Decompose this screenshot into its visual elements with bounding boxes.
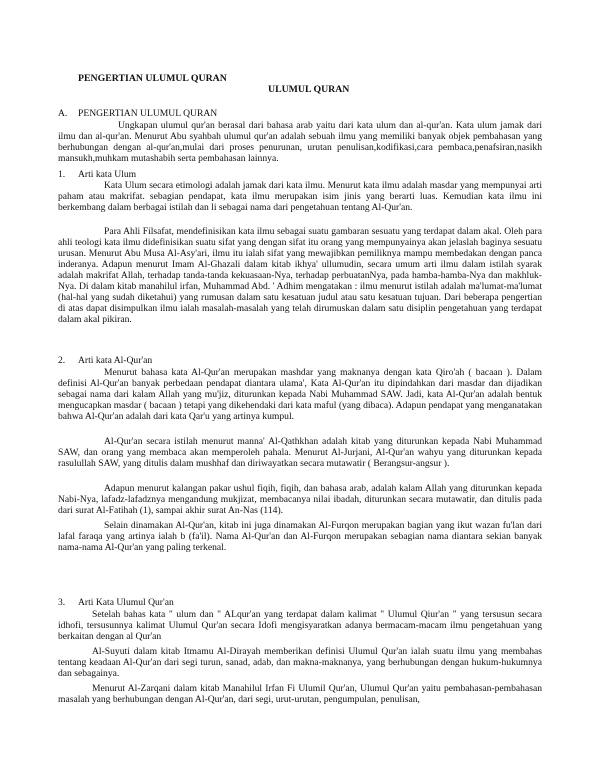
section-a-marker: A. [58, 108, 68, 119]
section-a-heading: PENGERTIAN ULUMUL QURAN [78, 108, 218, 119]
section-2-heading: Arti kata Al-Qur'an [78, 355, 153, 366]
section-2-paragraph-2: Al-Qur'an secara istilah menurut manna' Al-Qathkhan adalah kitab yang diturunkan kepada Nabi Muhammad SAW, dan orang yang membaca akan memperoleh pahala. Menurut Al-Jurjani, Al-Qur'an wahyu yang diturunkan kepada rasulullah SAW, yang ditulis dalam mushhaf dan diriwayatkan secara mutawatir ( Berangsur-angsur ). [58, 436, 542, 469]
section-3-marker: 3. [58, 597, 66, 608]
section-3-heading: Arti Kata Ulumul Qur'an [78, 597, 174, 608]
section-3-paragraph-1: Setelah bahas kata " ulum dan " ALqur'an yang terdapat dalam kalimat " Ulumul Qiur'an " yang tersusun secara idhofi, tersusunnya kalimat Ulumul Qur'an secara Idofi mengisyaratkan adanya bermacam-macam ilmu pengetahuan yang berkaitan dengan al Qur'an [58, 609, 542, 642]
document-subtitle: ULUMUL QURAN [268, 84, 350, 95]
section-1-marker: 1. [58, 169, 66, 180]
document-title: PENGERTIAN ULUMUL QURAN [78, 73, 227, 84]
section-3-paragraph-2: Al-Suyuti dalam kitab Itmamu Al-Dirayah memberikan definisi Ulumul Qur'an ialah suatu ilmu yang membahas tentang keadaan Al-Qur'an dari segi turun, sanad, adab, dan makna-maknanya, yang berhubungan dengan hukum-hukumnya dan sebagainya. [58, 646, 542, 679]
section-1-paragraph-1: Kata Ulum secara etimologi adalah jamak dari kata ilmu. Menurut kata ilmu adalah masdar yang mempunyai arti paham atau makrifat. sebagian pendapat, kata ilmu merupakan isim jinis yang berarti luas. Kemudian kata ilmu ini berkembang dalam berbagai istilah dan li sebagai nama dari pengetahuan tentang Al-Qur'an. [58, 180, 542, 213]
section-2-paragraph-4: Selain dinamakan Al-Qur'an, kitab ini juga dinamakan Al-Furqon merupakan bagian yang ikut wazan fu'lan dari lafal faraqa yang artinya ialah b (fa'il). Nama Al-Qur'an dan Al-Furqon merupakan sebagian nama diantara sekian banyak nama-nama Al-Qur'an yang paling terkenal. [58, 520, 542, 553]
section-a-paragraph-1: Ungkapan ulumul qur'an berasal dari bahasa arab yaitu dari kata ulum dan al-qur'an. Kata ulum jamak dari ilmu dan al-qur'an. Menurut Abu syahbah ulumul qur'an adalah sebuah ilmu yang memiliki banyak objek pembahasan yang berhubungan dengan al-qur'an,mulai dari proses penurunan, urutan penulisan,kodifikasi,cara pembaca,penafsiran,nasikh mansukh,muhkam mutashabih serta pembahasan lainnya. [58, 120, 542, 164]
section-3-paragraph-3: Menurut Al-Zarqani dalam kitab Manahilul Irfan Fi Ulumil Qur'an, Ulumul Qur'an yaitu pembahasan-pembahasan masalah yang berhubungan dengan Al-Qur'an, dari segi, urut-urutan, pengumpulan, penulisan, [58, 683, 542, 705]
section-2-paragraph-3: Adapun menurut kalangan pakar ushul fiqih, fiqih, dan bahasa arab, adalah kalam Allah yang diturunkan kepada Nabi-Nya, lafadz-lafadznya mengandung mukjizat, membacanya nilai ibadah, diturunkan secara mutawatir, dan ditulis pada dari surat Al-Fatihah (1), sampai akhir surat An-Nas (114). [58, 483, 542, 516]
section-2-marker: 2. [58, 355, 66, 366]
section-2-paragraph-1: Menurut bahasa kata Al-Qur'an merupakan mashdar yang maknanya dengan kata Qiro'ah ( bacaan ). Dalam definisi Al-Qur'an banyak perbedaan pendapat diantara ulama', Kata Al-Qur'an itu dipindahkan dari masdar dan dijadikan sebagai nama dari kalam Allah yang mu'jiz, diturunkan kepada Nabi Muhammad SAW. Jadi, kata Al-Qur'an adalah bentuk mengucapkan masdar ( bacaan ) tetapi yang dikehendaki dari kata maful (yang dibaca). Adapun pendapat yang menganatakan bahwa Al-Qur'an adalah dari kata Qar'u yang artinya kumpul. [58, 367, 542, 422]
section-1-heading: Arti kata Ulum [78, 169, 137, 180]
section-1-paragraph-2: Para Ahli Filsafat, mendefinisikan kata ilmu sebagai suatu gambaran sesuatu yang terdapat dalam akal. Oleh para ahli teologi kata ilmu didefinisikan suatu sifat yang dengan sifat itu orang yang mempunyainya akan jelaslah baginya sesuatu urusan. Menurut Abu Musa Al-Asy'ari, ilmu itu ialah sifat yang mewajibkan pemiliknya mampu membedakan dengan panca inderanya. Adapun menurut Imam Al-Ghazali dalam kitab ikhya' ullumudin, secara umum arti ilmu dalam istilah syarak adalah makrifat Allah, terhadap tanda-tanda kekuasaan-Nya, terhadap perbuatanNya, pada hamba-hamba-Nya dan makhluk-Nya. Di dalam kitab manahilul irfan, Muhammad Abd. ' Adhim mengatakan : ilmu menurut istilah adalah ma'lumat-ma'lumat (hal-hal yang sudah diketahui) yang rumusan dalam satu kesatuan judul atau satu kesatuan tujuan. Dari beberapa pengertian di atas dapat disimpulkan ilmu ialah masalah-masalah yang telah dirumuskan dalam satu disiplin pengetahuan yang terdapat dalam akal pikiran. [58, 226, 542, 325]
